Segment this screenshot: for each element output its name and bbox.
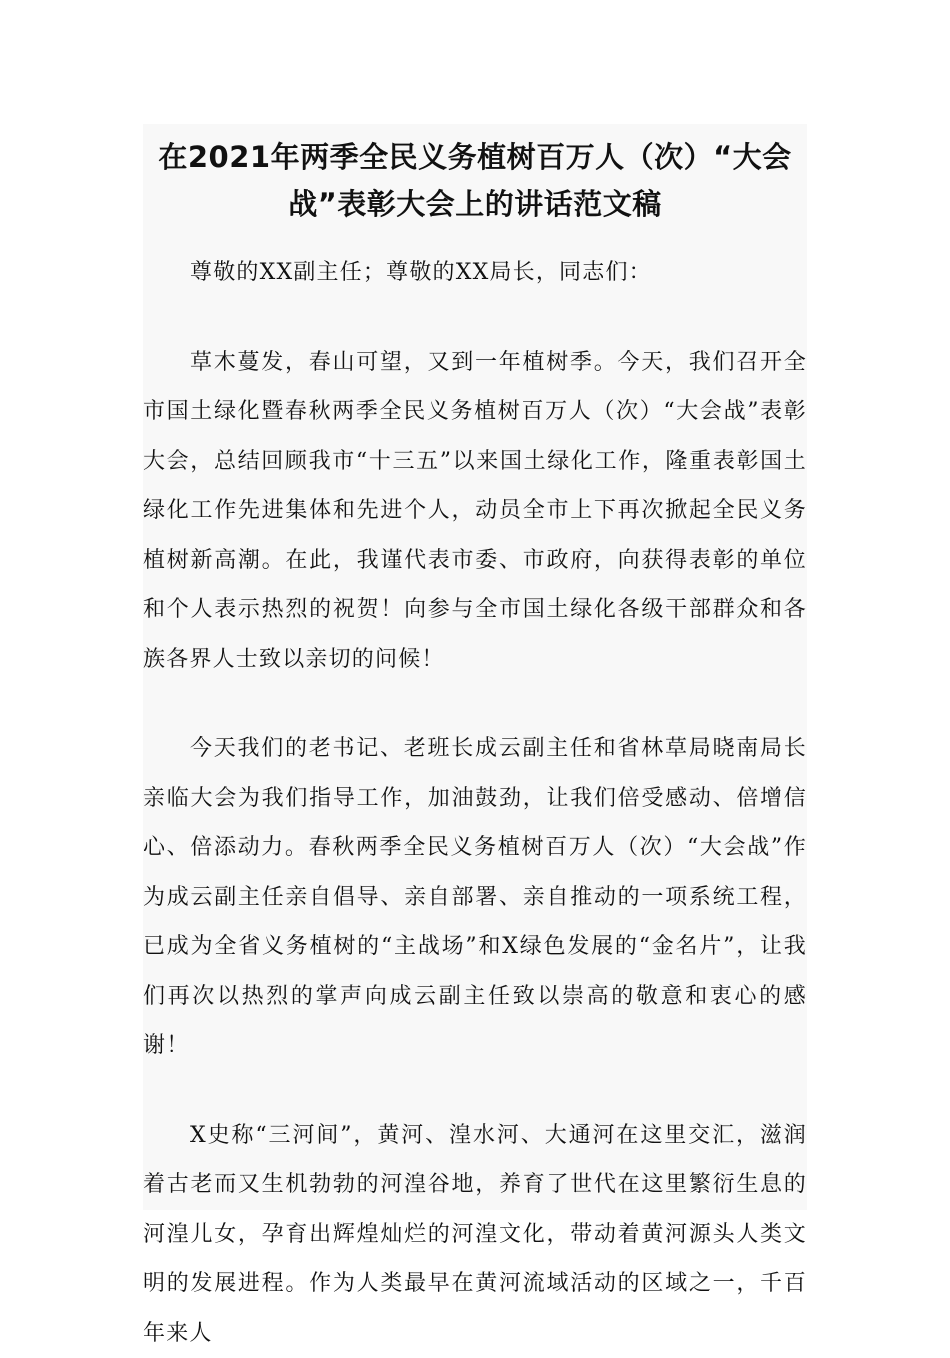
- paragraph-3: X史称“三河间”，黄河、湟水河、大通河在这里交汇，滋润着古老而又生机勃勃的河湟谷地，养育了世代在这里繁衍生息的河湟儿女，孕育出辉煌灿烂的河湟文化，带动着黄河源头人类文明的发展进程。作为人类最早在黄河流域活动的区域之一，千百年来人: [143, 1111, 807, 1358]
- paragraph-gap: [143, 684, 807, 724]
- document-title: [143, 134, 807, 228]
- title-line-1: 在2021年两季全民义务植树百万人（次）“大会: [158, 140, 791, 174]
- document-body: [143, 248, 807, 1358]
- document-page: [143, 124, 807, 1210]
- paragraph-gap: [143, 1071, 807, 1111]
- title-line-2: 战”表彰大会上的讲话范文稿: [288, 187, 662, 221]
- salutation: 尊敬的XX副主任；尊敬的XX局长，同志们：: [143, 248, 807, 298]
- paragraph-2: 今天我们的老书记、老班长成云副主任和省林草局晓南局长亲临大会为我们指导工作，加油鼓劲，让我们倍受感动、倍增信心、倍添动力。春秋两季全民义务植树百万人（次）“大会战”作为成云副主任亲自倡导、亲自部署、亲自推动的一项系统工程，已成为全省义务植树的“主战场”和X绿色发展的“金名片”，让我们再次以热烈的掌声向成云副主任致以崇高的敬意和衷心的感谢！: [143, 724, 807, 1071]
- paragraph-gap: [143, 298, 807, 338]
- paragraph-1: 草木蔓发，春山可望，又到一年植树季。今天，我们召开全市国土绿化暨春秋两季全民义务植树百万人（次）“大会战”表彰大会，总结回顾我市“十三五”以来国土绿化工作，隆重表彰国土绿化工作先进集体和先进个人，动员全市上下再次掀起全民义务植树新高潮。在此，我谨代表市委、市政府，向获得表彰的单位和个人表示热烈的祝贺！向参与全市国土绿化各级干部群众和各族各界人士致以亲切的问候！: [143, 338, 807, 685]
